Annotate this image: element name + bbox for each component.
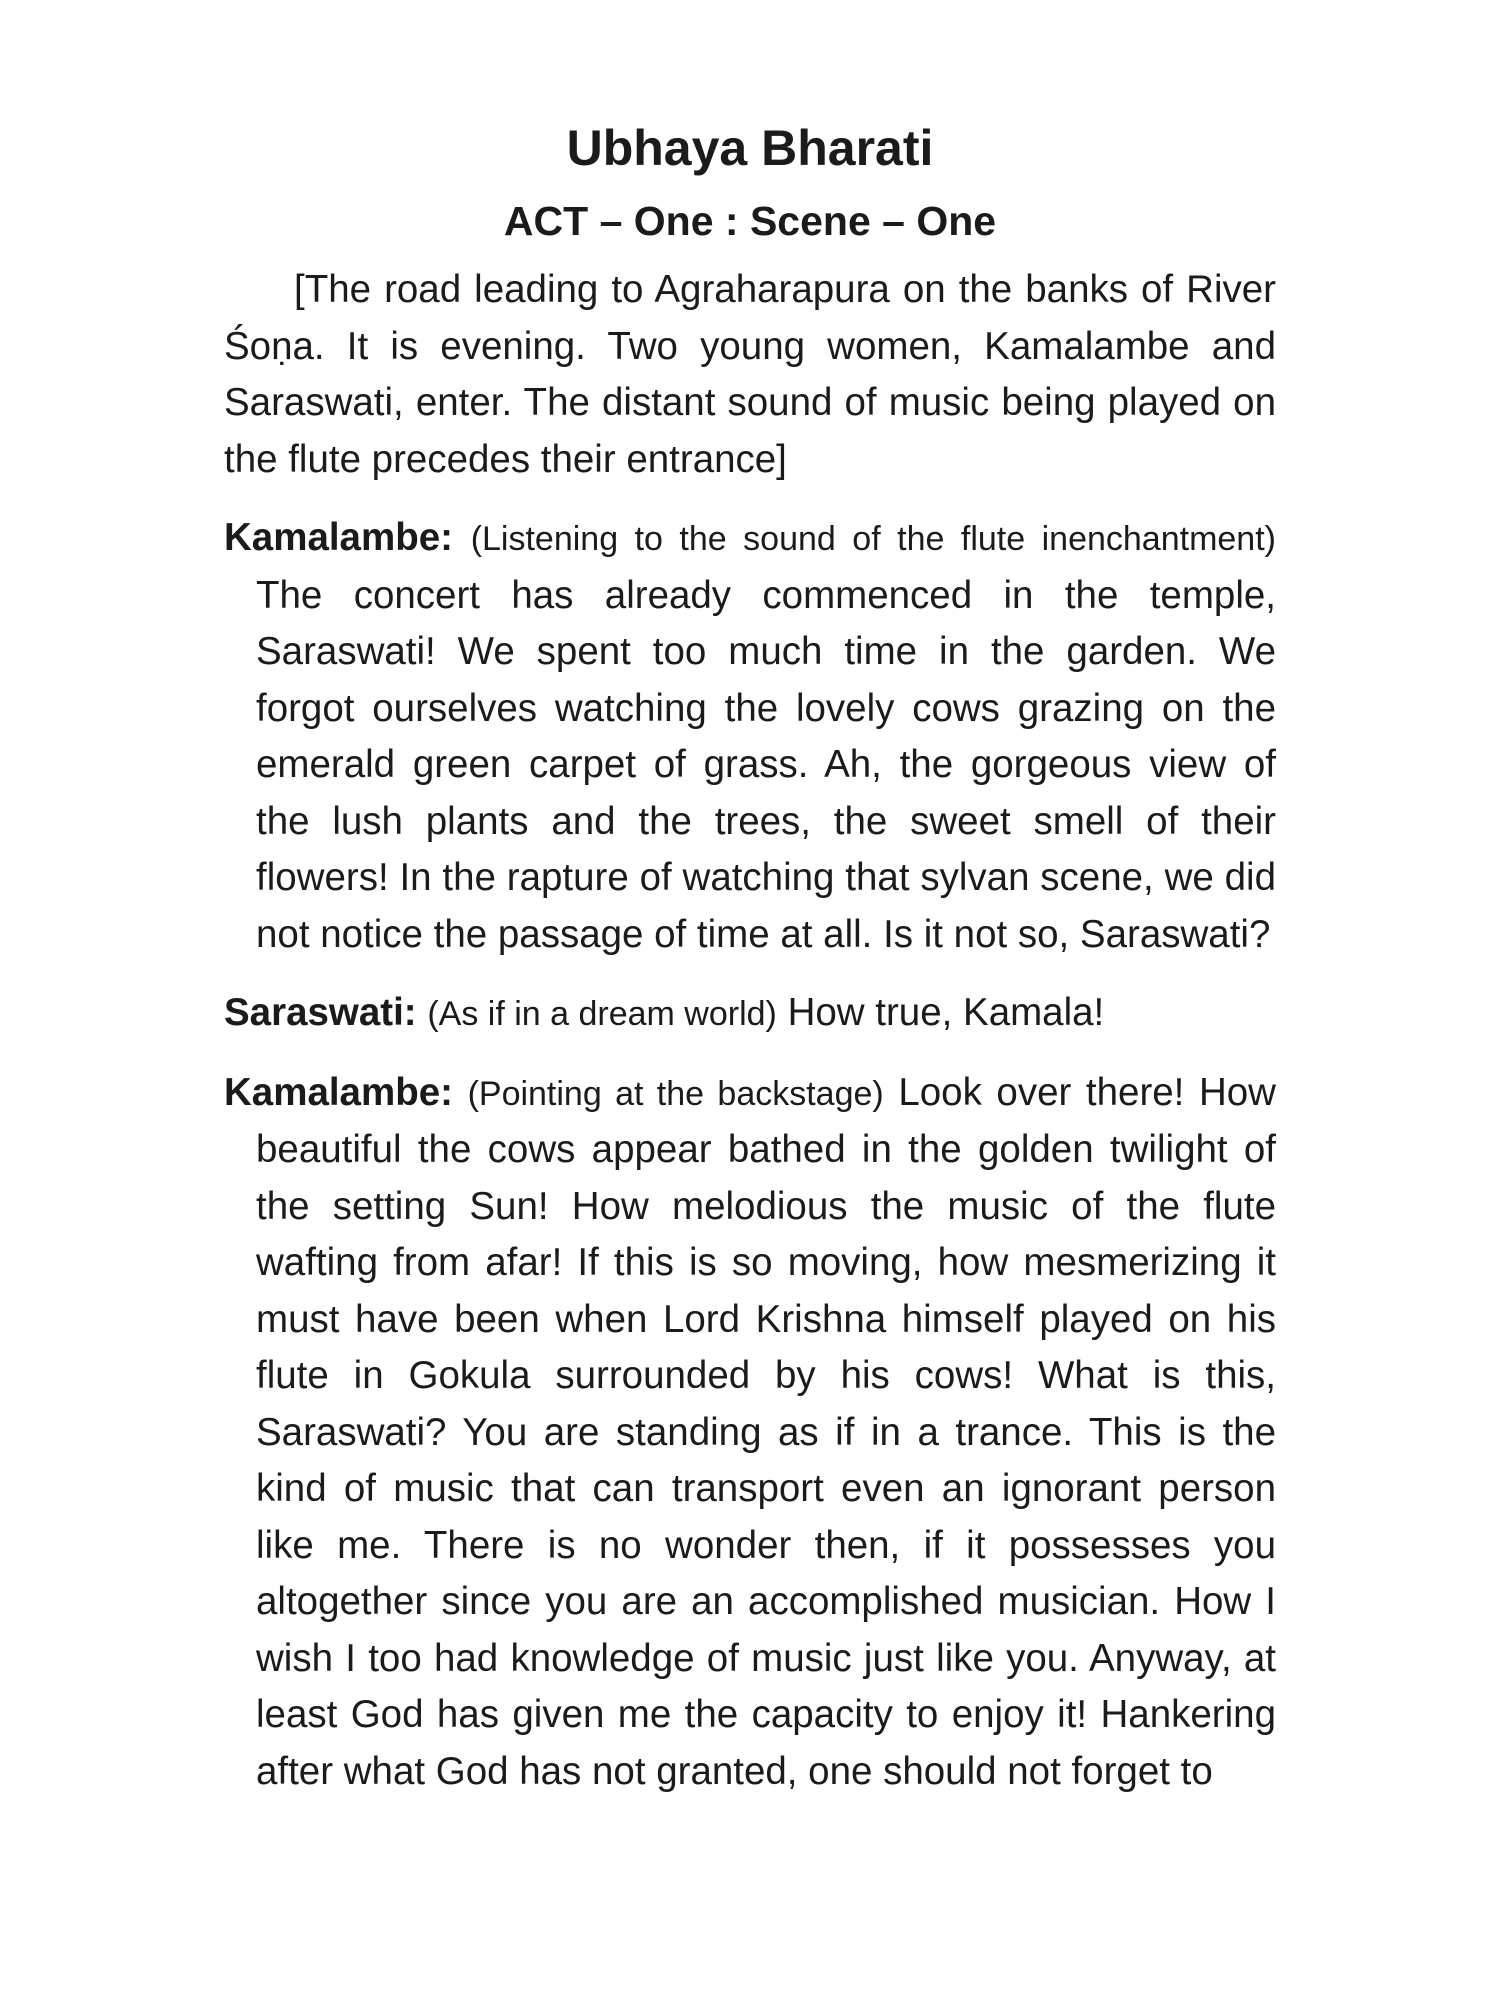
dialogue-kamalambe-1 bbox=[224, 510, 1276, 963]
stage-cue: (As if in a dream world) bbox=[427, 995, 777, 1033]
dialogue-saraswati-1 bbox=[224, 985, 1276, 1043]
stage-cue: (Pointing at the backstage) bbox=[467, 1074, 884, 1113]
page-title: Ubhaya Bharati bbox=[566, 120, 934, 176]
dialogue-text: Look over there! How beautiful the cows appear bathed in the golden twilight of the setting Sun! How melodious the music of the flute wafting from afar! If this is so moving, how mesmerizing it must have been when Lord Krishna himself played on his flute in Gokula surrounded by his cows! What is this, Saraswati? You are standing as if in a trance. This is the kind of music that can transport even an ignorant person like me. There is no wonder then, if it possesses you altogether since you are an accomplished musician. How I wish I too had knowledge of music just like you. Anyway, at least God has given me the capacity to enjoy it! Hankering after what God has not granted, one should not forget to bbox=[256, 1070, 1276, 1793]
dialogue-kamalambe-2 bbox=[224, 1065, 1276, 1801]
stage-direction: [The road leading to Agraharapura on the banks of River Śoṇa. It is evening. Two young women, Kamalambe and Saraswati, enter. The distant sound of music being played on the flute precedes their entrance] bbox=[224, 268, 1276, 481]
stage-cue: (Listening to the sound of the flute inenchantment) bbox=[470, 520, 1276, 558]
document-page bbox=[224, 118, 1276, 1800]
speaker-name: Kamalambe: bbox=[224, 516, 453, 559]
dialogue-text: The concert has already commenced in the temple, Saraswati! We spent too much time in the garden. We forgot ourselves watching the lovely cows grazing on the emerald green carpet of grass. Ah, the gorgeous view of the lush plants and the trees, the sweet smell of their flowers! In the rapture of watching that sylvan scene, we did not notice the passage of time at all. Is it not so, Saraswati? bbox=[256, 573, 1276, 956]
speaker-name: Saraswati: bbox=[224, 991, 417, 1034]
speaker-name: Kamalambe: bbox=[224, 1070, 453, 1114]
dialogue-text: How true, Kamala! bbox=[787, 991, 1105, 1034]
act-scene-heading: ACT – One : Scene – One bbox=[503, 198, 997, 244]
